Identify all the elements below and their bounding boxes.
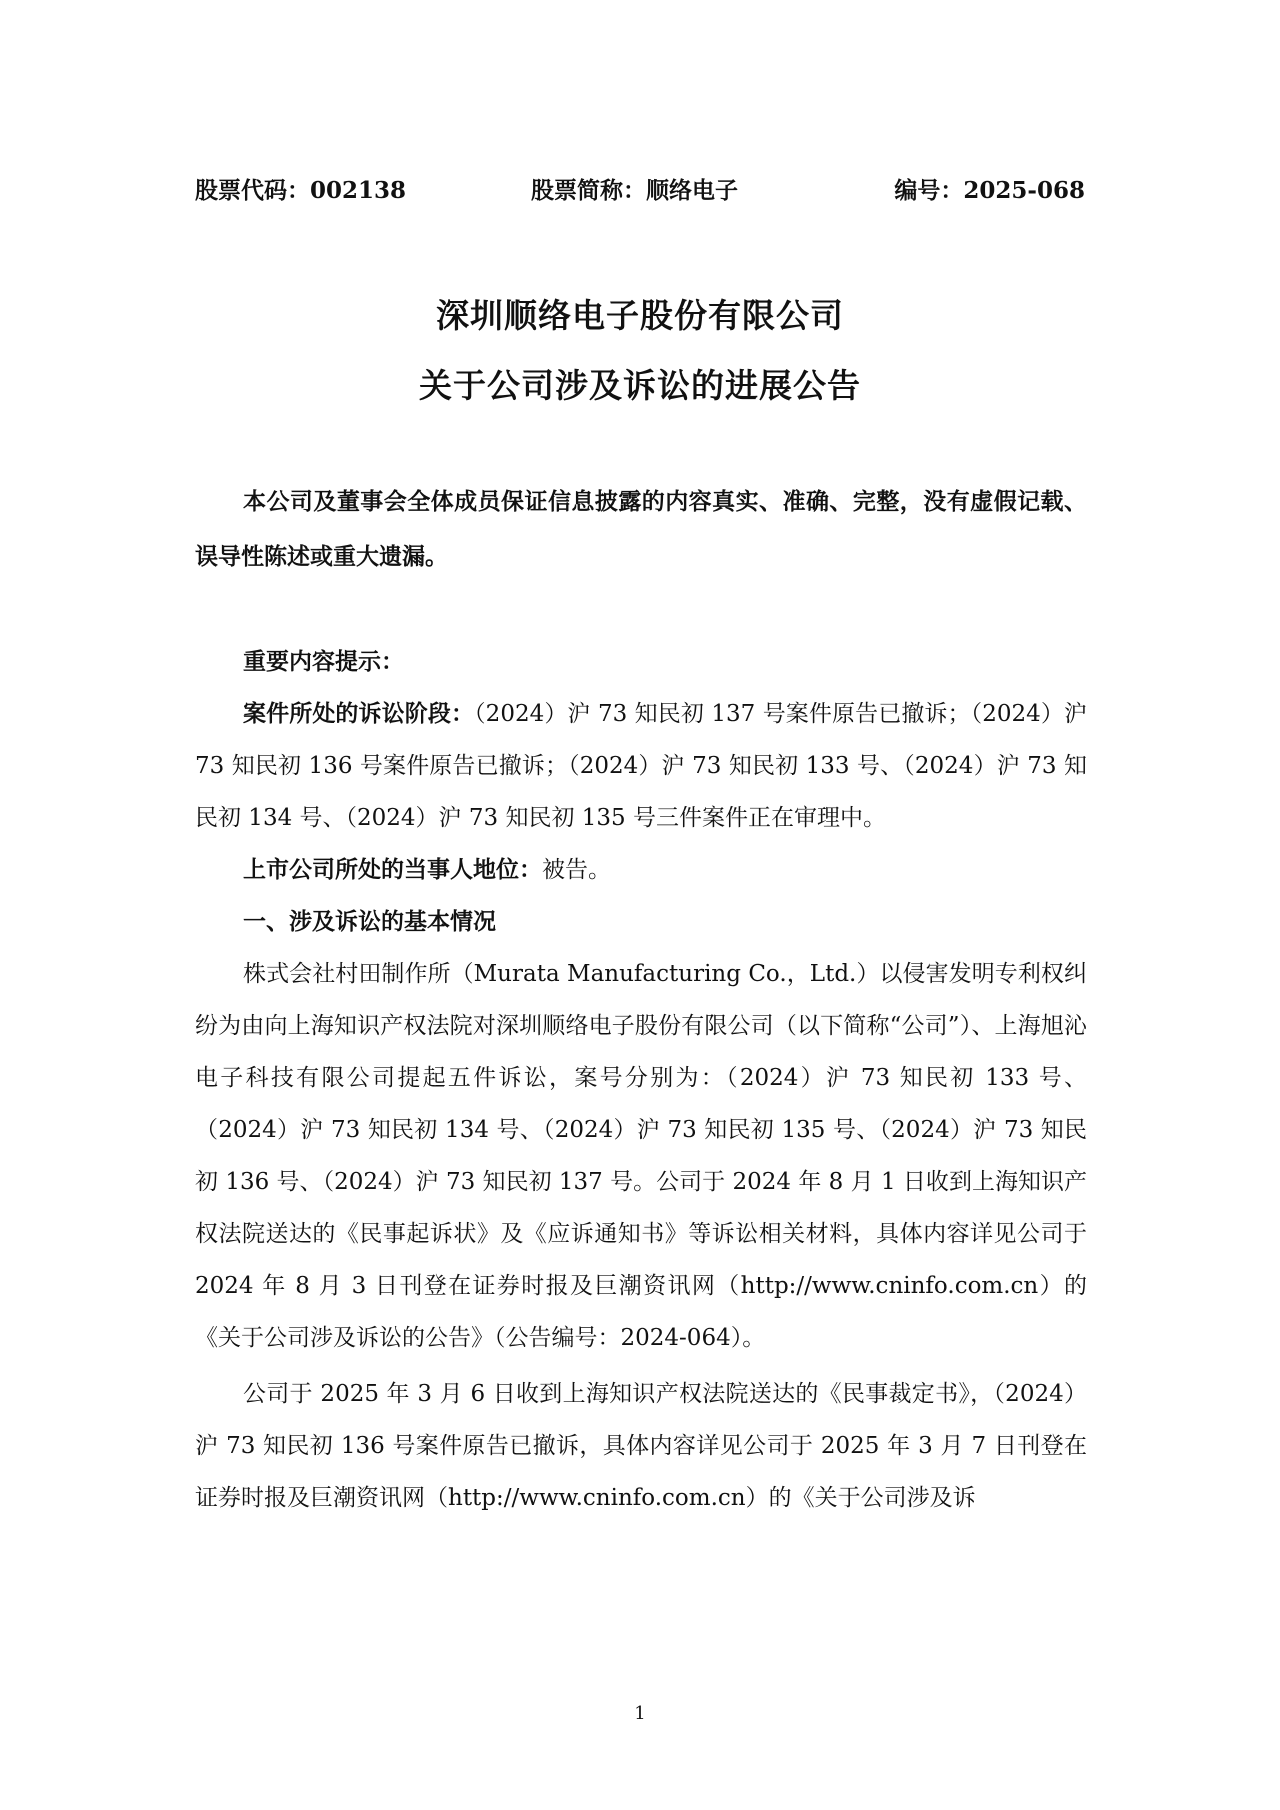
- litigation-background-paragraph: 株式会社村田制作所（Murata Manufacturing Co.，Ltd.）以侵害发明专利权纠纷为由向上海知识产权法院对深圳顺络电子股份有限公司（以下简称“公司”）、上海旭沁电子科技有限公司提起五件诉讼，案号分别为：（2024）沪 73 知民初 133 号、（2024）沪 73 知民初 134 号、（2024）沪 73 知民初 135 号、（2024）沪 73 知民初 136 号、（2024）沪 73 知民初 137 号。公司于 2024 年 8 月 1 日收到上海知识产权法院送达的《民事起诉状》及《应诉通知书》等诉讼相关材料，具体内容详见公司于 2024 年 8 月 3 日刊登在证券时报及巨潮资讯网（http://www.cninfo.com.cn）的《关于公司涉及诉讼的公告》（公告编号：2024-064）。: [195, 961, 1087, 1351]
- stock-abbreviation: 股票简称：顺络电子: [531, 177, 738, 204]
- litigation-stage: [195, 688, 1087, 844]
- section-heading: 一、涉及诉讼的基本情况: [243, 908, 496, 935]
- litigation-stage-text: （2024）沪 73 知民初 137 号案件原告已撤诉；（2024）沪 73 知民初 136 号案件原告已撤诉；（2024）沪 73 知民初 133 号、（2024）沪 73 知民初 134 号、（2024）沪 73 知民初 135 号三件案件正在审理中。: [195, 701, 1088, 831]
- party-status: [195, 844, 1087, 896]
- key-points-heading: 重要内容提示：: [243, 648, 404, 675]
- litigation-stage-label: 案件所处的诉讼阶段：: [243, 700, 475, 727]
- withdrawal-paragraph: 公司于 2025 年 3 月 6 日收到上海知识产权法院送达的《民事裁定书》，（2024）沪 73 知民初 136 号案件原告已撤诉，具体内容详见公司于 2025 年 3 月 7 日刊登在证券时报及巨潮资讯网（http://www.cninfo.com.cn）的《关于公司涉及诉: [195, 1381, 1087, 1511]
- party-status-text: 被告。: [542, 857, 611, 883]
- board-declaration: [195, 474, 1087, 584]
- company-name-title: 深圳顺络电子股份有限公司: [436, 296, 844, 335]
- page-number: 1: [634, 1703, 646, 1724]
- announcement-title: 关于公司涉及诉讼的进展公告: [419, 366, 861, 405]
- party-status-label: 上市公司所处的当事人地位：: [243, 856, 542, 883]
- announcement-header: [195, 172, 1085, 212]
- notice-number: 编号：2025-068: [894, 177, 1085, 204]
- stock-code: 股票代码：002138: [195, 177, 407, 204]
- declaration-text: 本公司及董事会全体成员保证信息披露的内容真实、准确、完整，没有虚假记载、误导性陈述或重大遗漏。: [195, 488, 1087, 570]
- announcement-body: [195, 636, 1087, 1524]
